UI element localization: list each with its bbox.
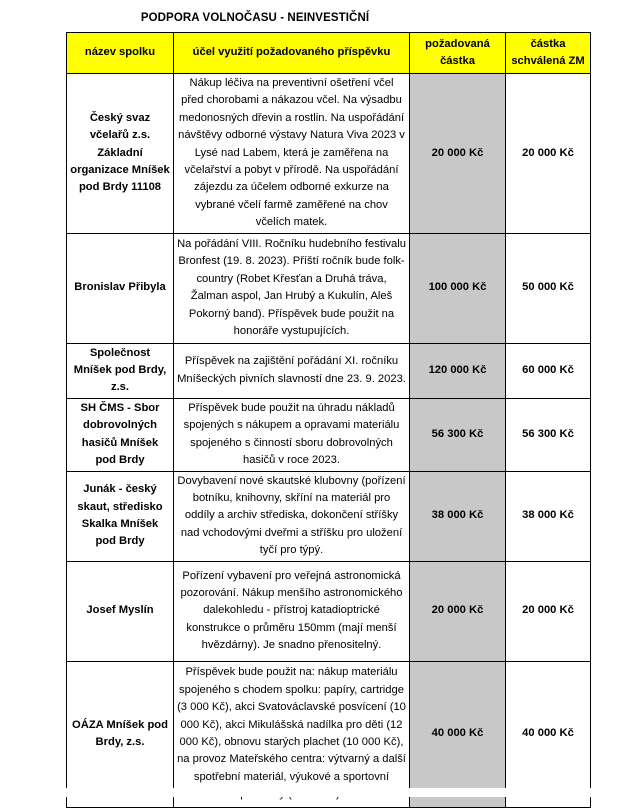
org-name: Josef Myslín	[67, 561, 174, 661]
page-bottom-edge	[0, 788, 640, 797]
purpose-text: Pořízení vybavení pro veřejná astronomická pozorování. Nákup menšího astronomického dalekohledu - přístroj katadioptrické konstrukce o průměru 150mm (mají menší hvězdárny). Je snadno přenositelný.	[174, 561, 410, 661]
approved-amount: 56 300 Kč	[506, 398, 591, 471]
org-name: OÁZA Mníšek pod Brdy, z.s.	[67, 661, 174, 807]
header-approved: částka schválená ZM	[506, 33, 591, 74]
document-title: PODPORA VOLNOČASU - NEINVESTIČNÍ	[140, 12, 370, 24]
purpose-text: Dovybavení nové skautské klubovny (pořízení botníku, knihovny, skříní na materiál pro oddíly a archiv střediska, dokončení stříšky nad vchodovými dveřmi a stříšku pro uložení tyčí pro týpý.	[174, 471, 410, 561]
header-row	[67, 33, 591, 74]
org-name: SH ČMS - Sbor dobrovolných hasičů Mníšek pod Brdy	[67, 398, 174, 471]
purpose-text: Příspěvek bude použit na: nákup materiálu spojeného s chodem spolku: papíry, cartridge (3 000 Kč), akci Svatováclavské posvícení (10 000 Kč), akci Mikulášská nadílka pro děti (12 000 Kč), obnovu starých plachet (10 000 Kč), na provoz Mateřského centra: výtvarný a další spotřební materiál, výukové a sportovní	[174, 661, 410, 807]
table-row	[67, 74, 591, 234]
org-name: Společnost Mníšek pod Brdy, z.s.	[67, 343, 174, 398]
purpose-text: Na pořádání VIII. Ročníku hudebního festivalu Bronfest (19. 8. 2023). Příští ročník bude folk-country (Robet Křesťan a Druhá tráva, Žalman aspol, Jan Hrubý a Kukulín, Aleš Pokorný band). Příspěvek bude použit na honoráře vystupujících.	[174, 233, 410, 343]
requested-amount: 38 000 Kč	[410, 471, 506, 561]
table-row	[67, 561, 591, 661]
approved-amount: 20 000 Kč	[506, 74, 591, 234]
requested-amount: 100 000 Kč	[410, 233, 506, 343]
table-row	[67, 661, 591, 807]
table-row	[67, 398, 591, 471]
approved-amount: 38 000 Kč	[506, 471, 591, 561]
requested-amount: 120 000 Kč	[410, 343, 506, 398]
header-requested: požadovaná částka	[410, 33, 506, 74]
header-org: název spolku	[67, 33, 174, 74]
approved-amount: 40 000 Kč	[506, 661, 591, 807]
org-name: Český svaz včelařů z.s. Základní organizace Mníšek pod Brdy 11108	[67, 74, 174, 234]
requested-amount: 20 000 Kč	[410, 561, 506, 661]
purpose-text: Nákup léčiva na preventivní ošetření včel před chorobami a nákazou včel. Na výsadbu medonosných dřevin a rostlin. Na uspořádání návštěvy odborné výstavy Natura Viva 2023 v Lysé nad Labem, která je zaměřena na včelařství a pobyt v přírodě. Na uspořádání zájezdu za účelem odborné exkurze na vybrané včelí farmě zaměřené na chov včelích matek.	[174, 74, 410, 234]
approved-amount: 60 000 Kč	[506, 343, 591, 398]
requested-amount: 40 000 Kč	[410, 661, 506, 807]
approved-amount: 50 000 Kč	[506, 233, 591, 343]
table-row	[67, 471, 591, 561]
purpose-text: Příspěvek bude použit na úhradu nákladů spojených s nákupem a opravami materiálu spojeného s činností sboru dobrovolných hasičů v roce 2023.	[174, 398, 410, 471]
purpose-text: Příspěvek na zajištění pořádání XI. ročníku Mníšeckých pivních slavností dne 23. 9. 2023.	[174, 343, 410, 398]
org-name: Bronislav Přibyla	[67, 233, 174, 343]
requested-amount: 56 300 Kč	[410, 398, 506, 471]
requested-amount: 20 000 Kč	[410, 74, 506, 234]
table-row	[67, 233, 591, 343]
org-name: Junák - český skaut, středisko Skalka Mníšek pod Brdy	[67, 471, 174, 561]
header-purpose: účel využití požadovaného příspěvku	[174, 33, 410, 74]
approved-amount: 20 000 Kč	[506, 561, 591, 661]
grant-table	[66, 32, 591, 808]
table-row	[67, 343, 591, 398]
